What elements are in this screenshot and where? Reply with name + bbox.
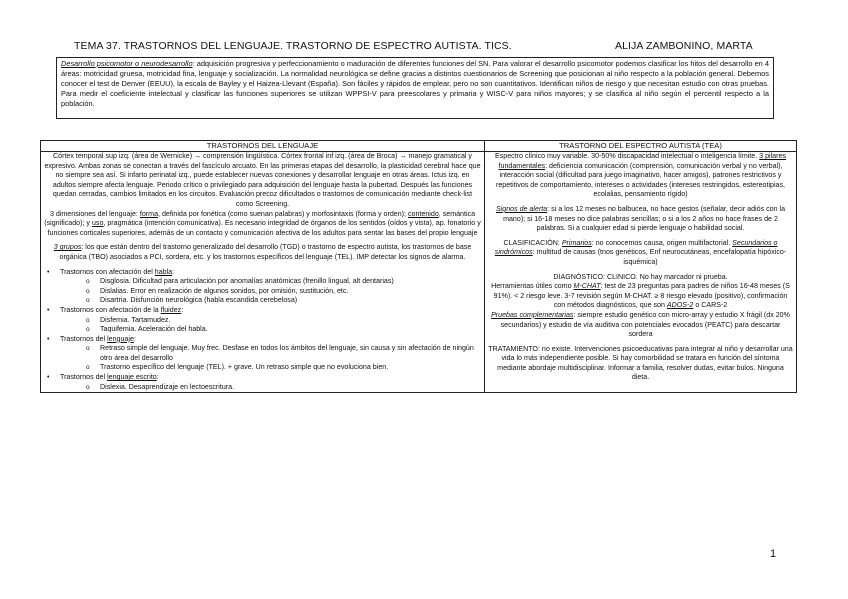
language-disorders-cell [41,152,485,393]
list-item [60,373,481,392]
term-ados-2: ADOS-2 [666,301,694,310]
right-paragraph-5 [488,311,793,340]
text-fragment: : multitud de causas (tnos genéticos, Enf neurocutáneas, encefalopatía hipóxico-isquémica) [532,248,787,266]
term-fluidez: fluidez [160,305,182,314]
list-item [60,268,481,306]
right-paragraph-4-title: DIAGNÓSTICO: CLINICO. No hay marcador ni prueba. [553,272,728,281]
text-fragment: , definida por fonética (como suenan palabras) y morfosintaxis (forma y orden); [158,209,408,218]
text-fragment: : [156,373,159,382]
list-item [60,306,481,335]
term-lenguaje: lenguaje [107,334,134,343]
text-fragment: o CARS-2 [693,301,728,310]
text-fragment: , semántica (significado); y [44,209,476,228]
text-fragment: : no conocemos causa, origen multifactorial. [591,238,733,247]
autism-spectrum-cell [485,152,797,393]
right-paragraph-2 [488,205,793,234]
text-fragment: Herramientas útiles como [491,282,574,291]
text-fragment: : [133,334,136,343]
text-fragment: CLASIFICACIÓN: [503,238,562,247]
left-column-header: TRASTORNOS DEL LENGUAJE [41,141,485,152]
text-fragment: : si a los 12 meses no balbucea, no hace gestos (señalar, decir adiós con la mano); si 16-18 meses no dice palabras sencillas; o si a los 2 años no hace frases de 2 palabras. Si a cualquier edad si pierde lenguaje o habilidad social. [503,204,786,233]
term-3-grupos: 3 grupos [53,243,82,252]
text-fragment: : [172,267,175,276]
term-primarios: Primarios [561,238,592,247]
sub-item: o Disglosia. Dificultad para articulación por anomalías anatómicas (frenillo lingual, alt dentarias) [100,277,481,287]
term-pruebas-complementarias: Pruebas complementarias [491,310,574,319]
page-number: 1 [770,548,777,560]
disorders-list [44,268,481,393]
text-fragment: : test de 23 preguntas para padres de niños 16-48 meses (S 91%). < 2 riesgo leve. 3-7 revisión según M-CHAT. ≥ 8 riesgo elevado (positivo), confirmación con métodos diagnósticos, que son [493,282,790,310]
term-secundarios: Secundarios o sindrómicos [494,238,778,257]
left-paragraph-1: Córtex temporal sup izq. (área de Wernicke) → comprensión lingüística. Córtex frontal inf izq. (área de Broca) → manejo gramatical y expresivo. Ambas zonas se conectan a través del fascículo arcuato. En las primeras etapas del desarrollo, la plasticidad cerebral hace que no siempre sea así. Si infarto perinatal izq., puede establecer nuevas conexiones y desarrollar lenguaje en otras áreas. Ictus izq. en adultos siempre afecta lenguaje. Periodo crítico o privilegiado para adquisición del lenguaje hasta la pubertad. Después las funciones quedan cerradas, cambios limitados en los circuitos. Evaluación precoz dificultados o trastornos de comunicación mediante check-list como Screening. [44,152,481,208]
text-fragment: : siempre estudio genético con micro-array y estudio X frágil (dx 20% secundarios) y estudio de vía auditiva con potenciales evocados (PEATC) para descartar sordera [500,310,790,339]
intro-text: : adquisición progresiva y perfeccionamiento o maduración de diferentes funciones del SN. Para valorar el desarrollo psicomotor podemos clasificar los hitos del desarrollo en 4 áreas: motricidad gruesa, motricidad fina, lenguaje y socialización. La normalidad neurológica se define gracias a distintos cuestionarios de Screening que posicionan al niño respecto a la población general. Debemos conocer el test de Denver (EEUU), la escala de Bayley y el Haizea-Llevant (España). Son fáciles y rápidos de emplear, pero no son cuantitativos. Identifican niños de riesgo y que necesitan estudio con otras pruebas. Para medir el coeficiente intelectual y clasificar las funciones superiores se utilizan WPPSI-V para preescolares y primaria y WISC-V para niños mayores; y se clasifica al niño según el percentil respecto a la población. [61,59,769,109]
term-forma: forma [139,209,159,218]
comparison-table [40,140,797,393]
sub-item: o Dislexia. Desaprendizaje en lectoescritura. [100,383,481,393]
text-fragment: Trastornos con afectación de la [60,305,161,314]
sub-item: o Dislalias. Error en realización de algunos sonidos, por omisión, sustitución, etc. [100,287,481,297]
term-m-chat: M-CHAT [573,282,601,291]
right-paragraph-6: TRATAMIENTO: no existe. Intervenciones psicoeducativas para integrar al niño y desarrollar una vida lo más independiente posible. Si hay comorbilidad se tratara en función del síntoma mediante abordaje multidisciplinar. Informar a familia, resolver dudas, evitar bulos. Ninguna dieta. [488,344,793,382]
term-uso: uso [91,219,104,228]
sub-item: o Disartria. Disfunción neurológica (habla escandida cerebelosa) [100,296,481,306]
left-paragraph-2 [44,210,481,239]
right-column-header: TRASTORNO DEL ESPECTRO AUTISTA (TEA) [485,141,797,152]
text-fragment: Espectro clínico muy variable. 30-50% discapacidad intelectual o inteligencia límite. [494,152,760,160]
term-signos-alerta: Signos de alerta [495,204,548,213]
left-paragraph-3 [44,243,481,262]
right-paragraph-4 [488,282,793,311]
term-lenguaje-escrito: lenguaje escrito [107,373,157,382]
right-paragraph-3 [488,239,793,268]
document-title: TEMA 37. TRASTORNOS DEL LENGUAJE. TRASTORNO DE ESPECTRO AUTISTA. TICS. [74,40,512,52]
intro-term: Desarrollo psicomotor o neurodesarrollo [61,59,193,68]
text-fragment: : [181,305,184,314]
term-3-pilares: 3 pilares fundamentales [498,152,786,170]
list-item [60,335,481,373]
text-fragment: : deficiencia comunicación (comprensión, comunicación verbal y no verbal), interacción social (dificultad para juego imaginativo, hacer amigos), patrones restrictivos y repetitivos de comportamiento, intereses o actividades (intereses restringidos, estereotipias, ecolalias, pensamiento rígido) [495,161,785,199]
right-paragraph-1 [488,152,793,200]
sub-item: o Retraso simple del lenguaje. Muy frec. Desfase en todos los ámbitos del lenguaje, sin causa y sin afectación de ningún otro área del desarrollo [100,344,481,363]
intro-box [56,57,774,119]
text-fragment: : los que están dentro del trastorno generalizado del desarrollo (TGD) o trastorno de espectro autista, los trastornos de base orgánica (TBO) asociados a PCI, sordera, etc. y los trastornos específicos del lenguaje (TEL). IMP detectar los signos de alarma. [59,243,472,261]
term-contenido: contenido [408,209,439,218]
text-fragment: Trastornos con afectación del [60,267,155,276]
sub-item: o Disfemia. Tartamudez. [100,316,481,326]
text-fragment: Trastornos del [60,373,108,382]
text-fragment: 3 dimensiones del lenguaje: [49,209,140,218]
sub-item: o Taquifemia. Aceleración del habla. [100,325,481,335]
term-habla: habla [154,267,173,276]
sub-item: o Trastorno específico del lenguaje (TEL). + grave. Un retraso simple que no evoluciona bien. [100,363,481,373]
text-fragment: Trastornos del [60,334,108,343]
document-author: ALIJA ZAMBONINO, MARTA [615,40,753,52]
text-fragment: , pragmática (intención comunicativa). Es necesario integridad de órganos de los sentidos (oídos y vista), ap. fonatorio y funciones corticales superiores, además de un contacto y comunicación afectiva de los adultos para sentar las bases del propio lenguaje [47,219,481,237]
